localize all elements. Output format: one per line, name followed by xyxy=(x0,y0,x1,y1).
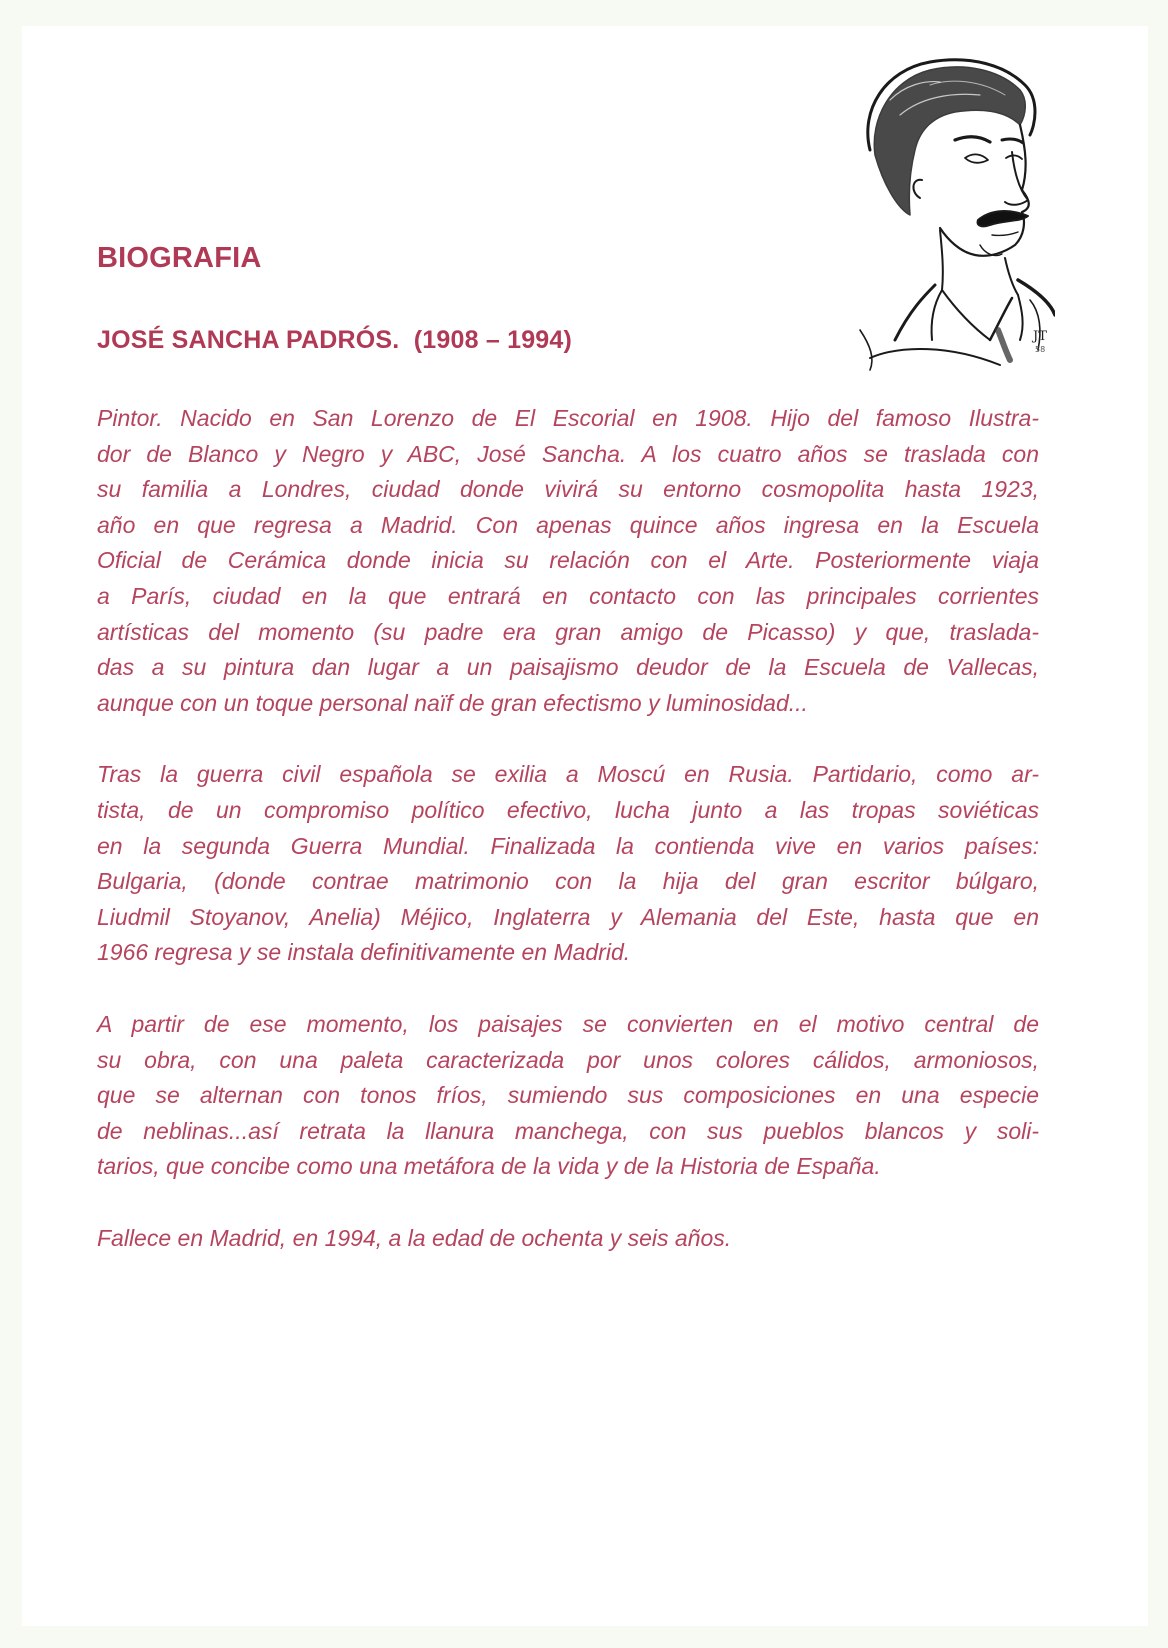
text-line: su obra, con una paleta caracterizada por unos colores cálidos, armoniosos, xyxy=(97,1046,1039,1073)
text-line: tista, de un compromiso político efectivo, lucha junto a las tropas soviéticas xyxy=(97,796,1039,823)
text-line: su familia a Londres, ciudad donde vivirá su entorno cosmopolita hasta 1923, xyxy=(97,476,1039,503)
biography-paragraph-4 xyxy=(97,1221,1039,1257)
page-title: BIOGRAFIA xyxy=(97,242,262,274)
text-line: das a su pintura dan lugar a un paisajismo deudor de la Escuela de Vallecas, xyxy=(97,654,1039,681)
text-line: año en que regresa a Madrid. Con apenas quince años ingresa en la Escuela xyxy=(97,511,1039,538)
text-line: Liudmil Stoyanov, Anelia) Méjico, Inglaterra y Alemania del Este, hasta que en xyxy=(97,903,1039,930)
text-line: 1966 regresa y se instala definitivamente en Madrid. xyxy=(97,939,631,966)
text-line: de neblinas...así retrata la llanura manchega, con sus pueblos blancos y soli- xyxy=(97,1117,1039,1144)
text-line: tarios, que concibe como una metáfora de la vida y de la Historia de España. xyxy=(97,1153,881,1180)
biography-paragraph-2 xyxy=(97,757,1039,971)
svg-text:58: 58 xyxy=(1035,345,1046,354)
text-line: aunque con un toque personal naïf de gran efectismo y luminosidad... xyxy=(97,689,808,716)
text-line: que se alternan con tonos fríos, sumiendo sus composiciones en una especie xyxy=(97,1082,1039,1109)
biography-body xyxy=(97,401,1039,1292)
text-line: dor de Blanco y Negro y ABC, José Sancha. A los cuatro años se traslada con xyxy=(97,440,1039,467)
text-line: Fallece en Madrid, en 1994, a la edad de ochenta y seis años. xyxy=(97,1224,732,1251)
text-line: en la segunda Guerra Mundial. Finalizada la contienda vive en varios países: xyxy=(97,832,1039,859)
artist-signature: JT xyxy=(1033,329,1047,344)
biography-paragraph-3 xyxy=(97,1007,1039,1185)
text-line: A partir de ese momento, los paisajes se convierten en el motivo central de xyxy=(97,1010,1039,1037)
text-line: Bulgaria, (donde contrae matrimonio con la hija del gran escritor búlgaro, xyxy=(97,868,1039,895)
text-line: Tras la guerra civil española se exilia a Moscú en Rusia. Partidario, como ar- xyxy=(97,761,1039,788)
text-line: a París, ciudad en la que entrará en contacto con las principales corrientes xyxy=(97,582,1039,609)
face-outline xyxy=(940,125,1029,256)
artist-name-dates: JOSÉ SANCHA PADRÓS. (1908 – 1994) xyxy=(97,326,573,354)
text-line: artísticas del momento (su padre era gran amigo de Picasso) y que, traslada- xyxy=(97,618,1039,645)
text-line: Pintor. Nacido en San Lorenzo de El Escorial en 1908. Hijo del famoso Ilustra- xyxy=(97,405,1039,431)
text-line: Oficial de Cerámica donde inicia su relación con el Arte. Posteriormente viaja xyxy=(97,547,1039,574)
biography-paragraph-1 xyxy=(97,401,1039,721)
moustache xyxy=(978,211,1028,226)
portrait-sketch-icon xyxy=(830,40,1055,375)
